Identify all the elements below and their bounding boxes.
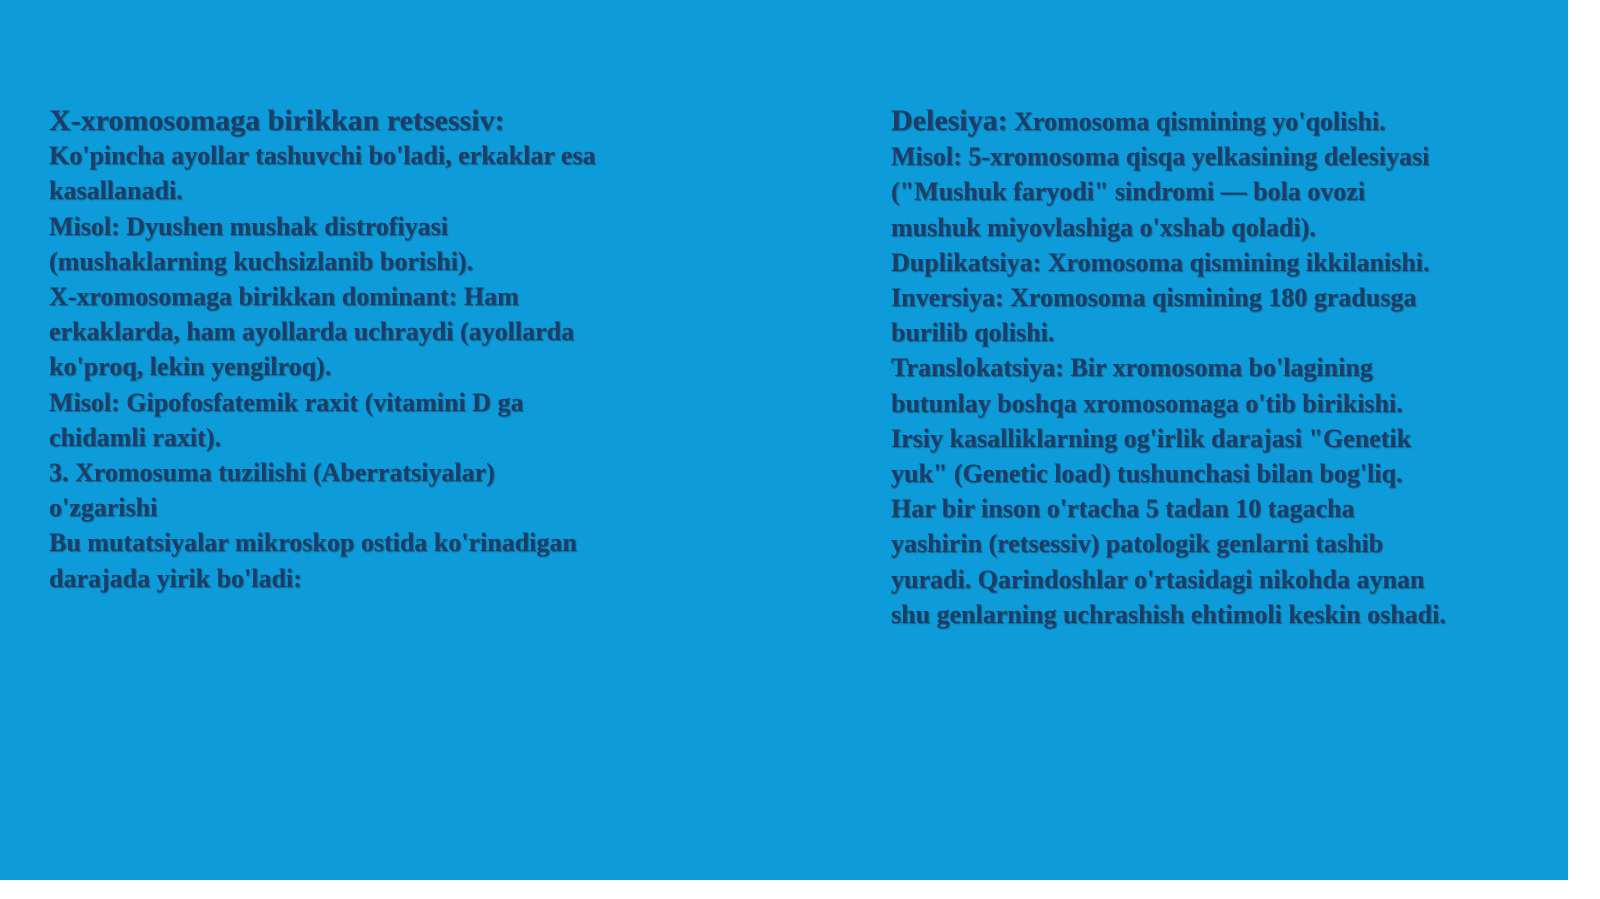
right-first-line-rest: Xromosoma qismining yo'qolishi. [1007,107,1386,136]
left-line: (mushaklarning kuchsizlanib borishi). [49,246,474,276]
right-line: Irsiy kasalliklarning og'irlik darajasi "Genetik [891,423,1412,453]
left-line: chidamli raxit). [49,422,221,452]
right-line: Misol: 5-xromosoma qisqa yelkasining delesiyasi [891,142,1430,172]
left-line: ko'proq, lekin yengilroq). [49,352,332,382]
left-line: Ko'pincha ayollar tashuvchi bo'ladi, erkaklar esa [49,141,596,171]
left-line: Misol: Gipofosfatemik raxit (vitamini D ga [49,387,524,417]
right-first-line [891,103,1551,139]
left-line: o'zgarishi [49,493,158,523]
right-heading: Delesiya: [891,104,1008,137]
right-line: Har bir inson o'rtacha 5 tadan 10 tagacha [891,494,1355,524]
right-line: burilib qolishi. [891,318,1055,348]
right-line: mushuk miyovlashiga o'xshab qoladi). [891,212,1316,242]
left-line: Misol: Dyushen mushak distrofiyasi [49,211,448,241]
left-line: 3. Xromosuma tuzilishi (Aberratsiyalar) [49,458,495,488]
right-line: shu genlarning uchrashish ehtimoli keskin oshadi. [891,599,1446,629]
left-heading: X-xromosomaga birikkan retsessiv: [49,104,505,137]
right-line: yuk" (Genetic load) tushunchasi bilan bog'liq. [891,459,1403,489]
left-line: darajada yirik bo'ladi: [49,563,302,593]
left-line: Bu mutatsiyalar mikroskop ostida ko'rinadigan [49,528,577,558]
right-line: Inversiya: Xromosoma qismining 180 gradusga [891,283,1417,313]
right-text-column [891,103,1551,632]
right-line: yashirin (retsessiv) patologik genlarni tashib [891,529,1384,559]
left-line: X-xromosomaga birikkan dominant: Ham [49,282,519,312]
right-line: ("Mushuk faryodi" sindromi — bola ovozi [891,177,1366,207]
left-line: erkaklarda, ham ayollarda uchraydi (ayollarda [49,317,575,347]
right-line: Translokatsiya: Bir xromosoma bo'lagining [891,353,1373,383]
left-line: kasallanadi. [49,176,183,206]
right-line: yuradi. Qarindoshlar o'rtasidagi nikohda aynan [891,564,1425,594]
left-text-column [49,103,709,596]
right-line: butunlay boshqa xromosomaga o'tib birikishi. [891,388,1403,418]
right-line: Duplikatsiya: Xromosoma qismining ikkilanishi. [891,247,1430,277]
